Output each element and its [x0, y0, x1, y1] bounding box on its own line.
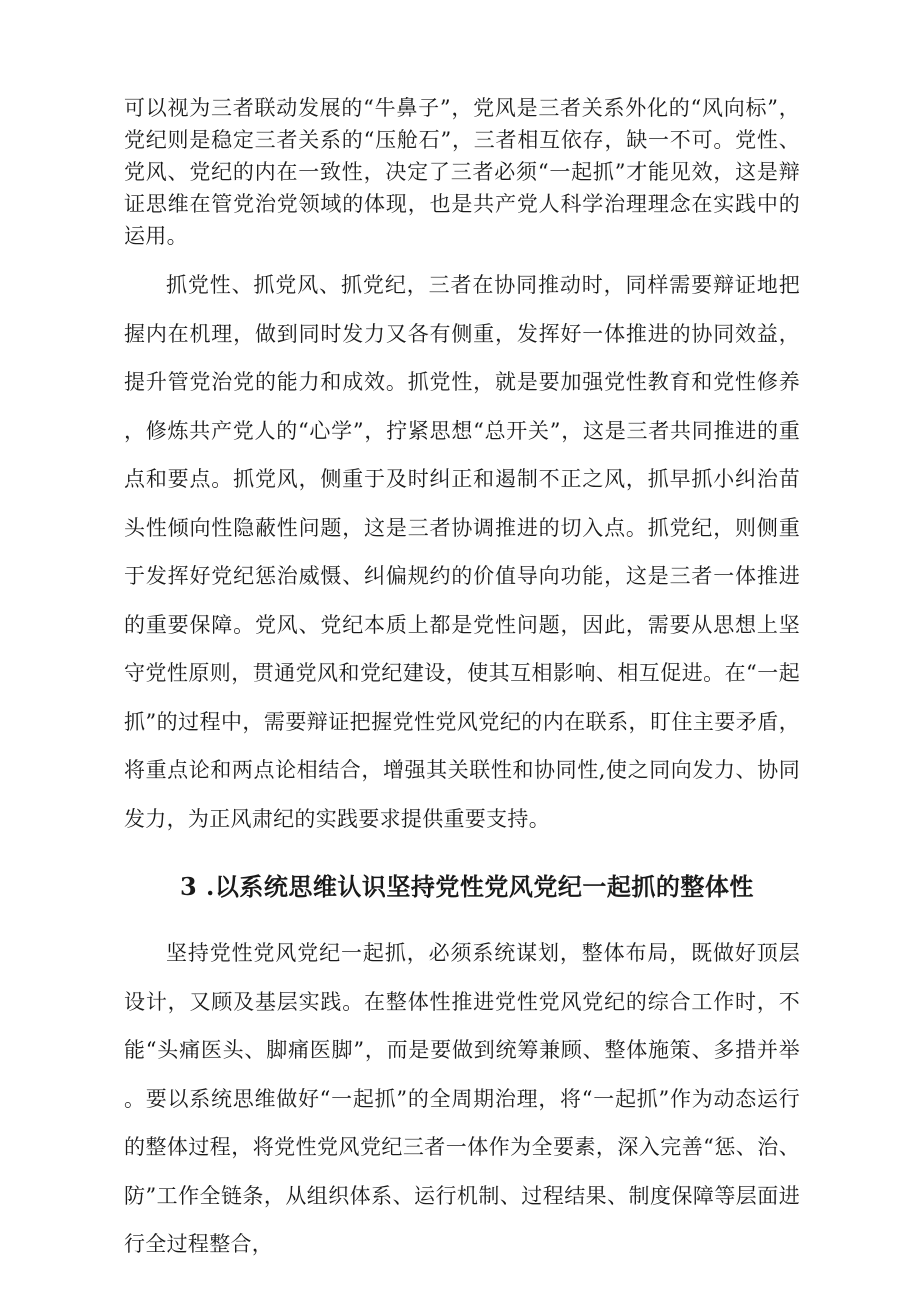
document-body: [124, 92, 800, 1269]
paragraph-continued: 可以视为三者联动发展的“牛鼻子”，党风是三者关系外化的“风向标”，党纪则是稳定三者关系的“压舱石”，三者相互依存，缺一不可。党性、党风、党纪的内在一致性，决定了三者必须“一起抓”才能见效，这是辩证思维在管党治党领域的体现，也是共产党人科学治理理念在实践中的运用。: [124, 96, 800, 248]
section-heading: 3 .以系统思维认识坚持党性党风党纪一起抓的整体性: [180, 872, 754, 901]
spacer: [124, 843, 800, 867]
spacer: [124, 252, 800, 261]
paragraph-dialectical: 抓党性、抓党风、抓党纪，三者在协同推动时，同样需要辩证地把握内在机理，做到同时发力又各有侧重，发挥好一体推进的协同效益，提升管党治党的能力和成效。抓党性，就是要加强党性教育和党性修养，修炼共产党人的“心学”，拧紧思想“总开关”，这是三者共同推进的重点和要点。抓党风，侧重于及时纠正和遏制不正之风，抓早抓小纠治苗头性倾向性隐蔽性问题，这是三者协调推进的切入点。抓党纪，则侧重于发挥好党纪惩治威慑、纠偏规约的价值导向功能，这是三者一体推进的重要保障。党风、党纪本质上都是党性问题，因此，需要从思想上坚守党性原则，贯通党风和党纪建设，使其互相影响、相互促进。在“一起抓”的过程中，需要辩证把握党性党风党纪的内在联系，盯住主要矛盾，将重点论和两点论相结合，增强其关联性和协同性,使之同向发力、协同发力，为正风肃纪的实践要求提供重要支持。: [124, 273, 800, 831]
spacer: [124, 907, 800, 929]
paragraph-systemic: 坚持党性党风党纪一起抓，必须系统谋划，整体布局，既做好顶层设计，又顾及基层实践。在整体性推进党性党风党纪的综合工作时，不能“头痛医头、脚痛医脚”，而是要做到统筹兼顾、整体施策、多措并举。要以系统思维做好“一起抓”的全周期治理，将“一起抓”作为动态运行的整体过程，将党性党风党纪三者一体作为全要素，深入完善“惩、治、防”工作全链条，从组织体系、运行机制、过程结果、制度保障等层面进行全过程整合，: [124, 941, 800, 1256]
